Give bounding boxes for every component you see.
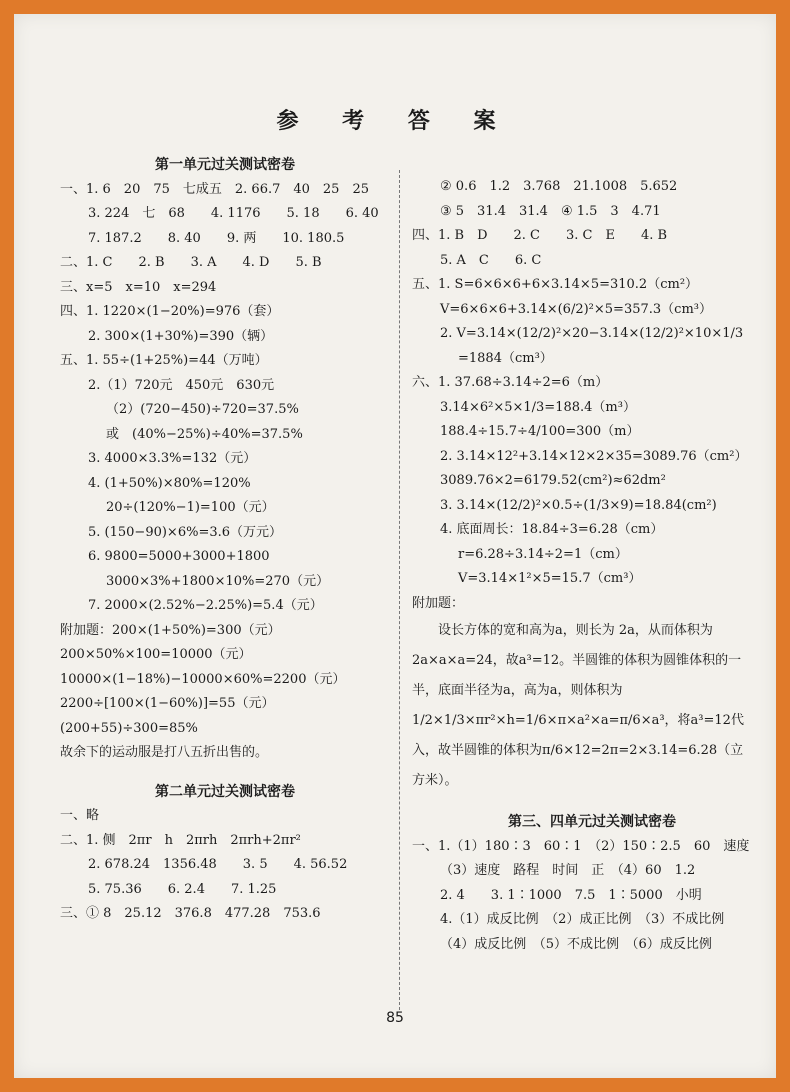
answer-line: 7. 187.2 8. 40 9. 两 10. 180.5 (88, 230, 345, 246)
answer-line: 一、1.（1）180∶3 60∶1 （2）150∶2.5 60 速度 (412, 838, 750, 854)
answer-line: 188.4÷15.7÷4/100=300（m） (440, 424, 640, 439)
answer-line: 二、1. 侧 2πr h 2πrh 2πrh+2πr² (60, 832, 301, 848)
answer-line: 4. 底面周长：18.84÷3=6.28（cm） (440, 522, 664, 537)
page-number: 85 (386, 1010, 404, 1026)
answer-line: 3. 3.14×(12/2)²×0.5÷(1/3×9)=18.84(cm²) (440, 497, 717, 513)
answer-line: 三、① 8 25.12 376.8 477.28 753.6 (60, 906, 321, 921)
answer-line: 六、1. 37.68÷3.14÷2=6（m） (412, 375, 609, 390)
answer-line: 5. (150−90)×6%=3.6（万元） (88, 524, 283, 540)
section-title-unit34: 第三、四单元过关测试密卷 (508, 814, 676, 830)
answer-line: r=6.28÷3.14÷2=1（cm） (458, 546, 628, 562)
answer-line: =1884（cm³） (458, 350, 553, 366)
answer-line: 3.14×6²×5×1/3=188.4（m³） (440, 399, 636, 415)
column-divider (399, 170, 400, 1010)
answer-line: 二、1. C 2. B 3. A 4. D 5. B (60, 255, 322, 270)
answer-line: （3）速度 路程 时间 正 （4）60 1.2 (440, 863, 696, 878)
answer-line: ② 0.6 1.2 3.768 21.1008 5.652 (440, 179, 678, 194)
answer-line: （4）成反比例 （5）不成比例 （6）成反比例 (440, 936, 712, 952)
answer-line: 四、1. 1220×(1−20%)=976（套） (60, 304, 280, 319)
answer-line: 200×50%×100=10000（元） (60, 647, 252, 662)
answer-line: 3. 4000×3.3%=132（元） (88, 451, 257, 466)
answer-line: 四、1. B D 2. C 3. C E 4. B (412, 228, 668, 243)
answer-line: 故余下的运动服是打八五折出售的。 (60, 745, 269, 760)
answer-line: 10000×(1−18%)−10000×60%=2200（元） (60, 671, 346, 687)
answer-line: ③ 5 31.4 31.4 ④ 1.5 3 4.71 (440, 203, 661, 219)
right-column (412, 175, 772, 957)
answer-line: 一、1. 6 20 75 七成五 2. 66.7 40 25 25 (60, 181, 369, 197)
answer-line: 3089.76×2=6179.52(cm²)≈62dm² (440, 473, 666, 488)
answer-line: 4.（1）成反比例 （2）成正比例 （3）不成比例 (440, 912, 725, 927)
answer-line: 5. A C 6. C (440, 252, 542, 268)
answer-line: 五、1. 55÷(1+25%)=44（万吨） (60, 353, 268, 368)
answer-line: 或 (40%−25%)÷40%=37.5% (106, 426, 303, 442)
page-title: 参 考 答 案 (276, 109, 514, 134)
answer-line: V=6×6×6+3.14×(6/2)²×5=357.3（cm³） (440, 301, 712, 317)
answer-line: 20÷(120%−1)=100（元） (106, 500, 275, 515)
answer-line: 6. 9800=5000+3000+1800 (88, 549, 270, 564)
answer-line: 2. 300×(1+30%)=390（辆） (88, 328, 274, 344)
left-column (60, 153, 390, 927)
answer-line: 2. 678.24 1356.48 3. 5 4. 56.52 (88, 857, 348, 872)
answer-line: 5. 75.36 6. 2.4 7. 1.25 (88, 881, 277, 897)
section-title-unit2: 第二单元过关测试密卷 (155, 783, 295, 800)
answer-line: 4. (1+50%)×80%=120% (88, 475, 251, 491)
answer-line: 附加题： (412, 595, 465, 611)
answer-line: 2200÷[100×(1−60%)]=55（元） (60, 696, 275, 711)
appendix-paragraph: 设长方体的宽和高为a，则长为 2a，从而体积为 2a×a×a=24，故a³=12。半圆锥的体积为圆锥体积的一半，底面半径为a，高为a，则体积为1/2×1/3×πr²×h=1/6×π×a²×a=π/6×a³，将a³=12代入，故半圆锥的体积为π/6×12=2π=2×3.14=6.28（立方米）。 (412, 623, 744, 788)
answer-line: 三、x=5 x=10 x=294 (60, 279, 217, 295)
answer-line: 五、1. S=6×6×6+6×3.14×5=310.2（cm²） (412, 277, 699, 292)
answer-line: 附加题：200×(1+50%)=300（元） (60, 622, 281, 638)
answer-line: 3000×3%+1800×10%=270（元） (106, 573, 330, 589)
answer-line: 2. V=3.14×(12/2)²×20−3.14×(12/2)²×10×1/3 (440, 326, 744, 341)
answer-line: 2.（1）720元 450元 630元 (88, 377, 275, 393)
answer-line: 2. 4 3. 1∶1000 7.5 1∶5000 小明 (440, 887, 702, 903)
answer-line: V=3.14×1²×5=15.7（cm³） (458, 571, 642, 586)
answer-line: 3. 224 七 68 4. 1176 5. 18 6. 40 (88, 206, 379, 221)
answer-line: 2. 3.14×12²+3.14×12×2×35=3089.76（cm²） (440, 448, 748, 464)
answer-line: 7. 2000×(2.52%−2.25%)=5.4（元） (88, 598, 323, 613)
answer-line: 一、略 (60, 808, 100, 823)
answer-line: (200+55)÷300=85% (60, 720, 198, 736)
answer-line: （2）(720−450)÷720=37.5% (106, 402, 299, 417)
section-title-unit1: 第一单元过关测试密卷 (155, 157, 295, 173)
